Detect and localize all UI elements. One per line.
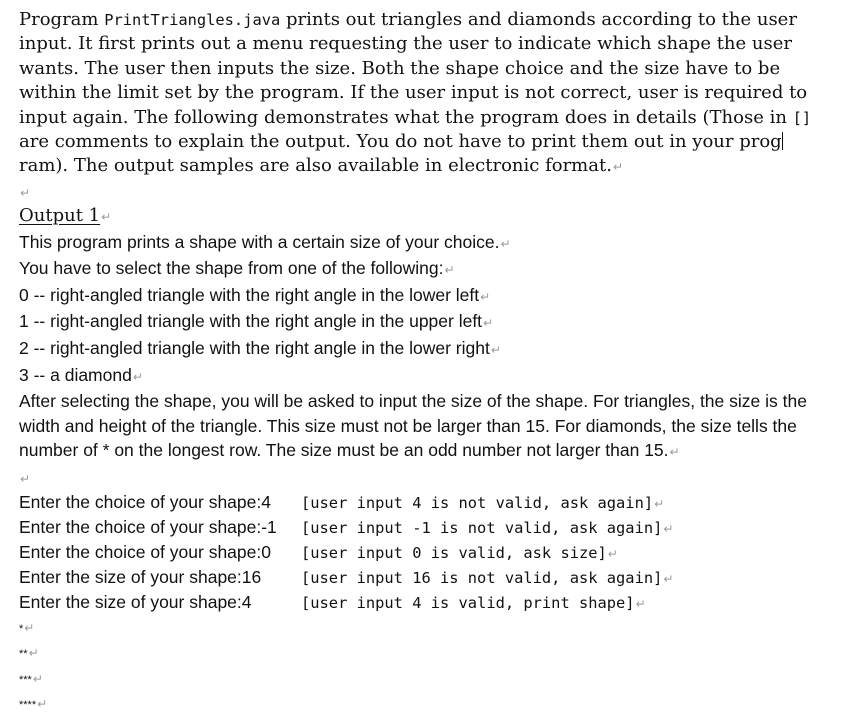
paragraph-mark-icon: ↵ bbox=[132, 369, 143, 384]
output-heading: Output 1 bbox=[19, 205, 101, 227]
intro-code-brackets: [] bbox=[792, 108, 812, 127]
star-row bbox=[19, 667, 831, 693]
io-row bbox=[19, 590, 831, 615]
paragraph-mark-icon: ↵ bbox=[607, 546, 618, 561]
menu-line bbox=[19, 283, 831, 310]
paragraph-mark-icon: ↵ bbox=[612, 160, 623, 175]
paragraph-mark-icon: ↵ bbox=[490, 343, 501, 358]
paragraph-mark-icon: ↵ bbox=[663, 521, 674, 536]
io-prompt: Enter the size of your shape:16 bbox=[19, 567, 262, 588]
explanation-text: After selecting the shape, you will be asked to input the size of the shape. For triangles, the size is the width and height of the triangle. This size must not be larger than 15. For diamonds, the size tells the number of * on the longest row. The size must be an odd number not larger than 15. bbox=[19, 391, 807, 461]
star-row-text: * bbox=[19, 622, 24, 635]
star-row-text: *** bbox=[19, 673, 32, 686]
paragraph-mark-icon: ↵ bbox=[24, 620, 35, 635]
paragraph-mark-icon: ↵ bbox=[654, 496, 665, 511]
menu-block bbox=[19, 230, 831, 490]
paragraph-mark-icon: ↵ bbox=[20, 471, 31, 486]
menu-line bbox=[19, 363, 831, 390]
io-prompt: Enter the choice of your shape:-1 bbox=[19, 516, 277, 537]
io-row bbox=[19, 490, 831, 515]
io-row bbox=[19, 515, 831, 540]
output-heading-line bbox=[19, 204, 831, 229]
io-row bbox=[19, 565, 831, 590]
io-comment: [user input 16 is not valid, ask again] bbox=[301, 569, 663, 588]
io-prompt: Enter the size of your shape:4 bbox=[19, 592, 252, 613]
paragraph-mark-icon: ↵ bbox=[444, 263, 455, 278]
star-row bbox=[19, 641, 831, 667]
io-comment: [user input 4 is valid, print shape] bbox=[301, 594, 635, 613]
triangle-output bbox=[19, 616, 831, 718]
menu-line-text: 3 -- a diamond bbox=[19, 364, 132, 385]
intro-code-filename: PrintTriangles.java bbox=[104, 11, 281, 29]
paragraph-mark-icon: ↵ bbox=[28, 646, 39, 661]
menu-line-text: 0 -- right-angled triangle with the right angle in the lower left bbox=[19, 284, 480, 305]
paragraph-mark-icon: ↵ bbox=[663, 572, 674, 587]
io-comment: [user input 4 is not valid, ask again] bbox=[301, 493, 654, 512]
io-prompt: Enter the choice of your shape:0 bbox=[19, 541, 271, 562]
text-cursor bbox=[782, 132, 783, 150]
paragraph-mark-icon: ↵ bbox=[37, 697, 48, 712]
menu-line-text: You have to select the shape from one of the following: bbox=[19, 258, 444, 279]
intro-text-start: Program bbox=[19, 9, 105, 30]
io-comment: [user input 0 is valid, ask size] bbox=[301, 543, 607, 562]
star-row bbox=[19, 616, 831, 642]
menu-line-text: 1 -- right-angled triangle with the right angle in the upper left bbox=[19, 311, 483, 332]
menu-line bbox=[19, 336, 831, 363]
paragraph-mark-icon: ↵ bbox=[32, 671, 43, 686]
intro-text-end-a: are comments to explain the output. You do not have to print them out in your prog bbox=[19, 131, 782, 153]
intro-text-end-b: ram). The output samples are also available in electronic format. bbox=[19, 155, 612, 177]
io-row bbox=[19, 540, 831, 565]
star-row-text: **** bbox=[19, 699, 37, 712]
intro-text-middle: prints out triangles and diamonds according to the user input. It first prints out a menu requesting the user to indicate which shape the user wants. The user then inputs the size. Both the shape choice and the size have to be within the limit set by the program. If the user input is not correct, user is required to input again. The following demonstrates what the program does in details (Those in bbox=[19, 9, 808, 128]
document-page bbox=[19, 8, 831, 718]
paragraph-mark-icon: ↵ bbox=[669, 445, 680, 460]
empty-paragraph bbox=[19, 180, 831, 204]
paragraph-mark-icon: ↵ bbox=[500, 236, 511, 251]
paragraph-mark-icon: ↵ bbox=[635, 597, 646, 612]
menu-line bbox=[19, 230, 831, 257]
star-row-text: ** bbox=[19, 648, 28, 661]
paragraph-mark-icon: ↵ bbox=[480, 289, 491, 304]
menu-line bbox=[19, 309, 831, 336]
menu-line-text: This program prints a shape with a certain size of your choice. bbox=[19, 231, 500, 252]
menu-line-text: 2 -- right-angled triangle with the right angle in the lower right bbox=[19, 338, 490, 359]
explanation-paragraph bbox=[19, 389, 831, 465]
paragraph-mark-icon: ↵ bbox=[101, 210, 112, 225]
io-prompt: Enter the choice of your shape:4 bbox=[19, 491, 271, 512]
io-comment: [user input -1 is not valid, ask again] bbox=[301, 518, 663, 537]
empty-paragraph bbox=[19, 465, 831, 490]
io-block bbox=[19, 490, 831, 616]
paragraph-mark-icon: ↵ bbox=[483, 316, 494, 331]
intro-paragraph bbox=[19, 8, 831, 180]
paragraph-mark-icon: ↵ bbox=[20, 185, 31, 200]
menu-line bbox=[19, 256, 831, 283]
star-row bbox=[19, 692, 831, 718]
